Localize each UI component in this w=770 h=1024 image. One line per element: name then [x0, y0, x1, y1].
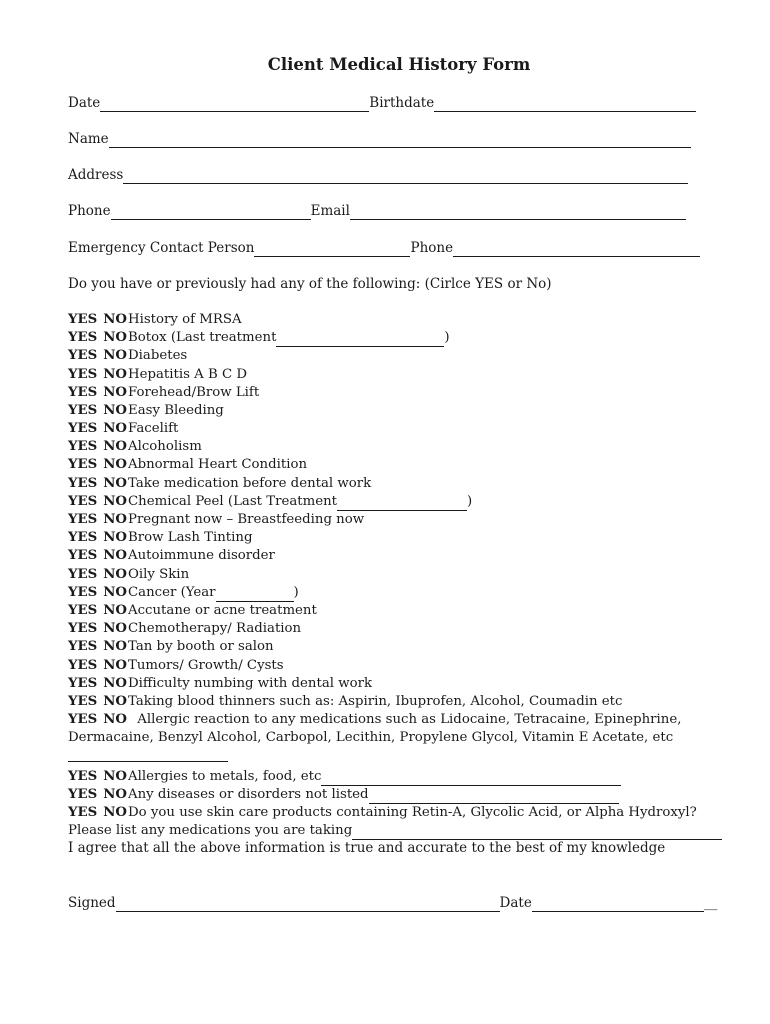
condition-item	[68, 584, 730, 602]
signature-date-field[interactable]	[532, 898, 704, 912]
condition-label: Do you use skin care products containing Retin-A, Glycolic Acid, or Alpha Hydroxyl?	[128, 805, 697, 821]
email-label: Email	[310, 203, 350, 219]
yes-no-options[interactable]: YES NO	[68, 366, 127, 382]
signed-label: Signed	[68, 895, 116, 911]
condition-item	[68, 602, 730, 620]
date-field[interactable]	[100, 98, 369, 112]
yes-no-options[interactable]: YES NO	[68, 639, 127, 655]
condition-item	[68, 675, 730, 693]
condition-item	[68, 657, 730, 675]
condition-item	[68, 311, 730, 329]
conditions-list	[68, 311, 730, 840]
yes-no-options[interactable]: YES NO	[68, 439, 127, 455]
condition-item	[68, 475, 730, 493]
condition-label: History of MRSA	[128, 311, 242, 327]
condition-item	[68, 493, 730, 511]
medications-row	[68, 822, 730, 840]
condition-label: Accutane or acne treatment	[128, 602, 317, 618]
condition-item	[68, 786, 730, 804]
allergic-reaction-field[interactable]	[68, 748, 228, 762]
condition-label: Allergies to metals, food, etc	[128, 768, 322, 784]
birthdate-label: Birthdate	[369, 95, 435, 111]
name-row	[68, 130, 691, 148]
condition-label: Hepatitis A B C D	[128, 366, 248, 382]
condition-suffix: )	[293, 584, 299, 600]
condition-label: Cancer (Year	[128, 584, 216, 600]
allergies-field[interactable]	[321, 772, 621, 786]
condition-label: Autoimmune disorder	[128, 548, 275, 564]
yes-no-options[interactable]: YES NO	[68, 602, 127, 618]
condition-label: Difficulty numbing with dental work	[128, 675, 373, 691]
yes-no-options[interactable]: YES NO	[68, 548, 127, 564]
other-diseases-field[interactable]	[369, 790, 619, 804]
yes-no-options[interactable]: YES NO	[68, 675, 127, 691]
yes-no-options[interactable]: YES NO	[68, 768, 127, 784]
condition-label: Abnormal Heart Condition	[128, 457, 308, 473]
cancer-year-field[interactable]	[216, 588, 294, 602]
yes-no-options[interactable]: YES NO	[68, 712, 127, 728]
condition-label: Brow Lash Tinting	[128, 530, 253, 546]
yes-no-options[interactable]: YES NO	[68, 786, 127, 802]
agreement-text: I agree that all the above information is true and accurate to the best of my knowledge	[68, 840, 666, 856]
email-field[interactable]	[350, 206, 686, 220]
condition-item	[68, 711, 730, 768]
signature-date-label: Date	[499, 895, 532, 911]
condition-suffix: )	[466, 493, 473, 509]
yes-no-options[interactable]: YES NO	[68, 566, 127, 582]
signature-date-suffix: __	[703, 895, 718, 911]
birthdate-field[interactable]	[434, 98, 696, 112]
condition-item	[68, 402, 730, 420]
yes-no-options[interactable]: YES NO	[68, 402, 127, 418]
condition-label: Easy Bleeding	[128, 402, 224, 418]
yes-no-options[interactable]: YES NO	[68, 512, 127, 528]
emergency-contact-row	[68, 239, 700, 257]
address-field[interactable]	[123, 170, 688, 184]
yes-no-options[interactable]: YES NO	[68, 693, 127, 709]
condition-item	[68, 693, 730, 711]
condition-label: Alcoholism	[128, 439, 202, 455]
signature-row	[68, 894, 717, 912]
botox-date-field[interactable]	[276, 333, 444, 347]
condition-label: Tan by booth or salon	[128, 639, 274, 655]
yes-no-options[interactable]: YES NO	[68, 330, 127, 346]
date-birthdate-row	[68, 94, 696, 112]
phone-label: Phone	[68, 203, 111, 219]
yes-no-options[interactable]: YES NO	[68, 384, 127, 400]
condition-item	[68, 638, 730, 656]
chemical-peel-date-field[interactable]	[337, 497, 467, 511]
condition-item	[68, 347, 730, 365]
date-label: Date	[68, 95, 101, 111]
yes-no-options[interactable]: YES NO	[68, 584, 127, 600]
yes-no-options[interactable]: YES NO	[68, 311, 127, 327]
condition-label: Oily Skin	[128, 566, 190, 582]
condition-suffix: )	[444, 330, 450, 346]
condition-item	[68, 420, 730, 438]
yes-no-options[interactable]: YES NO	[68, 805, 127, 821]
condition-item	[68, 511, 730, 529]
condition-item	[68, 547, 730, 565]
condition-label: Pregnant now – Breastfeeding now	[128, 512, 365, 528]
yes-no-options[interactable]: YES NO	[68, 657, 127, 673]
condition-item	[68, 438, 730, 456]
form-title: Client Medical History Form	[267, 55, 531, 74]
signature-field[interactable]	[116, 898, 500, 912]
condition-label: Take medication before dental work	[128, 475, 372, 491]
emergency-contact-field[interactable]	[254, 243, 410, 257]
condition-label: Chemical Peel (Last Treatment	[128, 493, 337, 509]
yes-no-options[interactable]: YES NO	[68, 348, 127, 364]
emergency-phone-field[interactable]	[453, 243, 700, 257]
phone-email-row	[68, 202, 686, 220]
condition-label: Diabetes	[128, 348, 188, 364]
condition-item	[68, 366, 730, 384]
question-intro: Do you have or previously had any of the following: (Cirlce YES or No)	[68, 276, 552, 292]
yes-no-options[interactable]: YES NO	[68, 457, 127, 473]
emergency-contact-label: Emergency Contact Person	[68, 240, 255, 256]
name-label: Name	[68, 131, 109, 147]
phone-field[interactable]	[111, 206, 311, 220]
condition-label: Any diseases or disorders not listed	[128, 786, 369, 802]
medications-prompt: Please list any medications you are taking	[68, 823, 353, 839]
condition-item	[68, 384, 730, 402]
emergency-phone-label: Phone	[410, 240, 454, 256]
condition-item	[68, 529, 730, 547]
yes-no-options[interactable]: YES NO	[68, 493, 127, 509]
condition-label: Chemotherapy/ Radiation	[128, 621, 302, 637]
yes-no-options[interactable]: YES NO	[68, 530, 127, 546]
yes-no-options[interactable]: YES NO	[68, 621, 127, 637]
name-field[interactable]	[109, 134, 691, 148]
condition-label: Botox (Last treatment	[128, 330, 277, 346]
yes-no-options[interactable]: YES NO	[68, 475, 127, 491]
address-row	[68, 166, 688, 184]
condition-label: Tumors/ Growth/ Cysts	[128, 657, 284, 673]
yes-no-options[interactable]: YES NO	[68, 421, 127, 437]
condition-item	[68, 329, 730, 347]
condition-item	[68, 620, 730, 638]
address-label: Address	[68, 167, 124, 183]
condition-item	[68, 804, 730, 822]
condition-label: Facelift	[128, 421, 179, 437]
condition-item	[68, 768, 730, 786]
condition-label: Allergic reaction to any medications such as Lidocaine, Tetracaine, Epinephrine, Dermacaine, Benzyl Alcohol, Carbopol, Lecithin, Propylene Glycol, Vitamin E Acetate, etc	[68, 712, 682, 746]
condition-item	[68, 566, 730, 584]
condition-label: Forehead/Brow Lift	[128, 384, 260, 400]
condition-label: Taking blood thinners such as: Aspirin, Ibuprofen, Alcohol, Coumadin etc	[128, 693, 623, 709]
condition-item	[68, 457, 730, 475]
